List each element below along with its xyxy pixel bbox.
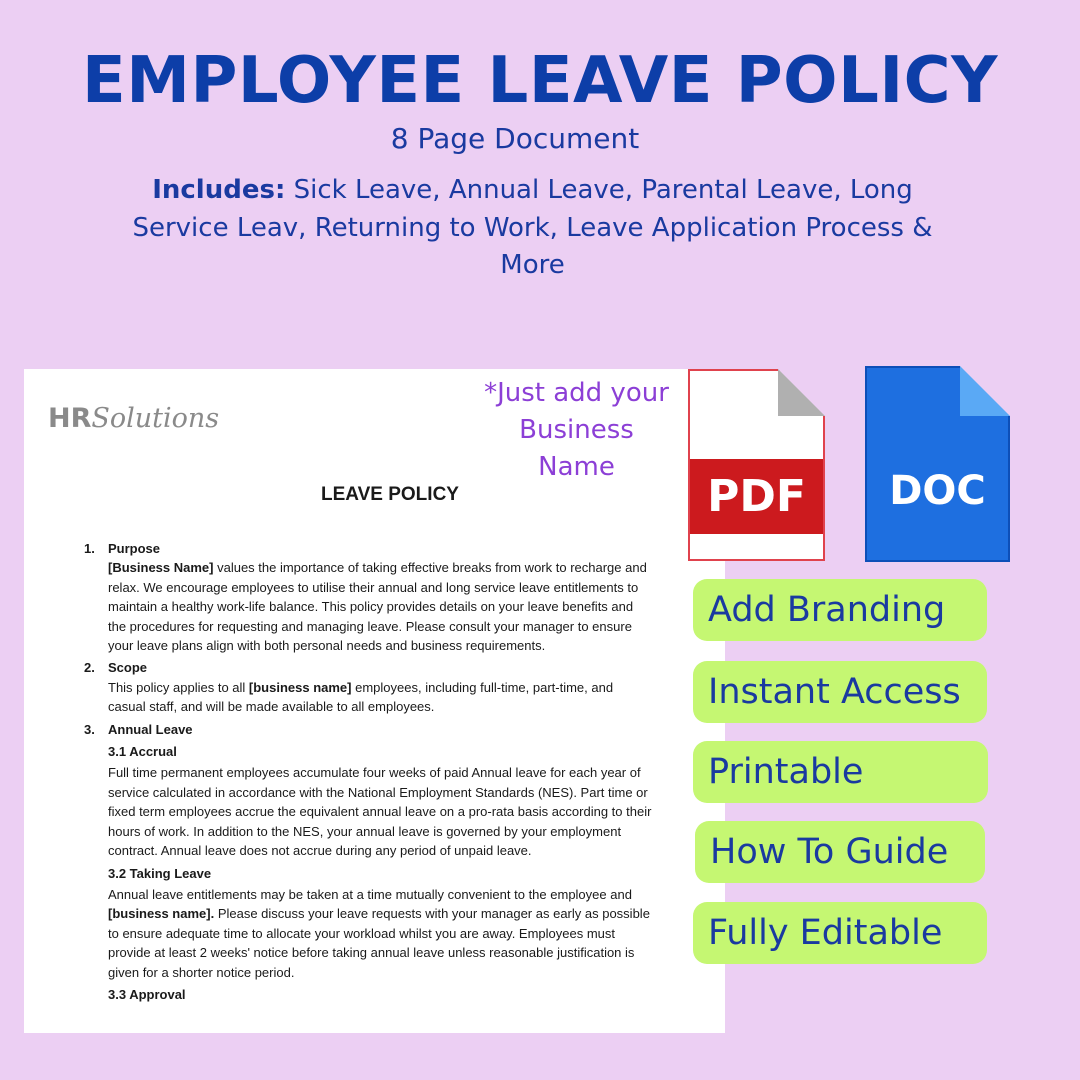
pdf-file-icon — [688, 369, 825, 561]
subsection-heading: 3.3 Approval — [108, 986, 186, 1002]
section-heading: 3. Annual Leave — [84, 721, 193, 737]
page-fold-icon — [960, 366, 1010, 416]
pdf-label: PDF — [690, 459, 823, 534]
section-paragraph: Annual leave entitlements may be taken at a time mutually convenient to the employee and [business name]. Please discuss your leave requests with your manager as early as possible to ensure adequate time to allocate your workload whilst you are away. Employees must provide at least 2 weeks' notice before taking annual leave unless reasonable justification is given for a shorter notice period. — [108, 886, 650, 980]
feature-how-to-guide: How To Guide — [695, 821, 985, 883]
section-paragraph: [Business Name] values the importance of taking effective breaks from work to recharge and relax. We encourage employees to utilise their annual and long service leave entitlements to maintain a healthy work-life balance. This policy provides details on your leave benefits and the procedures for requesting and managing leave. Please consult your manager to ensure your leave plans align with both personal needs and business requirements. — [108, 560, 647, 654]
section-heading: 2. Scope — [84, 660, 148, 676]
subsection-heading: 3.1 Accrual — [108, 744, 177, 760]
section-paragraph: This policy applies to all [business name] employees, including full-time, part-time, and casual staff, and will be made available to all employees. — [108, 679, 614, 715]
section-paragraph: Full time permanent employees accumulate four weeks of paid Annual leave for each year of service calculated in accordance with the National Employment Standards (NES). Part time or fixed term employees accrue the equivalent annual leave on a pro-rata basis according to their hours of work. In addition to the NES, your annual leave is governed by your employment contract. Annual leave does not accrue during any period of unpaid leave. — [108, 765, 652, 859]
business-name-note: *Just add your Business Name — [484, 378, 669, 482]
includes-text — [120, 172, 945, 285]
document-preview — [24, 369, 725, 1033]
feature-instant-access: Instant Access — [693, 661, 987, 723]
doc-file-icon — [865, 366, 1010, 562]
section-heading: 1. Purpose — [84, 541, 161, 556]
includes-label: Includes: — [152, 175, 286, 205]
hrsolutions-logo: HRSolutions — [48, 403, 220, 434]
includes-list: Sick Leave, Annual Leave, Parental Leave, Long Service Leav, Returning to Work, Leave Application Process & More — [132, 175, 933, 280]
document-title: LEAVE POLICY — [321, 484, 459, 505]
subsection-heading: 3.2 Taking Leave — [108, 865, 212, 881]
page-title: EMPLOYEE LEAVE POLICY — [82, 44, 998, 118]
document-body — [84, 537, 654, 1006]
doc-label: DOC — [889, 468, 986, 514]
subtitle: 8 Page Document — [390, 122, 640, 155]
feature-add-branding: Add Branding — [693, 579, 987, 641]
page-fold-icon — [778, 369, 825, 416]
feature-printable: Printable — [693, 741, 988, 803]
feature-fully-editable: Fully Editable — [693, 902, 987, 964]
